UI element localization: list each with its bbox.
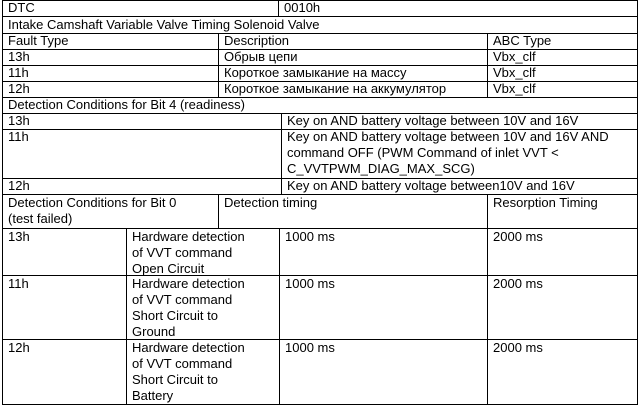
- fault-code: 12h: [8, 340, 30, 355]
- detection-time: 1000 ms: [285, 229, 335, 244]
- detection-method: Short Circuit to: [132, 372, 218, 387]
- abc-type: Vbx_clf: [493, 65, 536, 80]
- fault-description: Обрыв цепи: [224, 49, 298, 64]
- bit4-condition: C_VVTPWM_DIAG_MAX_SCG): [287, 161, 475, 176]
- detection-method: of VVT command: [132, 245, 233, 260]
- bit4-condition: Key on AND battery voltage between 10V and 16V: [287, 113, 579, 128]
- fault-code: 13h: [8, 113, 30, 128]
- resorption-time: 2000 ms: [493, 229, 543, 244]
- column-divider: [281, 113, 282, 194]
- column-divider: [487, 194, 488, 405]
- column-divider: [278, 0, 279, 16]
- fault-description: Короткое замыкание на аккумулятор: [224, 81, 447, 96]
- fault-code: 12h: [8, 178, 30, 193]
- column-divider: [218, 33, 219, 97]
- detection-method: Hardware detection: [132, 229, 245, 244]
- fault-code: 12h: [8, 81, 30, 96]
- fault-type-header: Fault Type: [8, 33, 69, 48]
- fault-code: 13h: [8, 49, 30, 64]
- column-divider: [218, 194, 219, 228]
- fault-code: 11h: [8, 129, 29, 144]
- abc-type: Vbx_clf: [493, 81, 536, 96]
- row-divider: [2, 49, 638, 50]
- detection-method: Hardware detection: [132, 340, 245, 355]
- bit4-condition: command OFF (PWM Command of inlet VVT <: [287, 145, 559, 160]
- description-header: Description: [224, 33, 290, 48]
- column-divider: [487, 33, 488, 97]
- column-divider: [126, 228, 127, 405]
- bit0-heading: Detection Conditions for Bit 0: [8, 195, 177, 210]
- detection-method: Short Circuit to: [132, 308, 218, 323]
- resorption-time: 2000 ms: [493, 340, 543, 355]
- abc-type: Vbx_clf: [493, 49, 536, 64]
- dtc-code: 0010h: [284, 0, 321, 15]
- bit4-heading: Detection Conditions for Bit 4 (readiness): [8, 97, 246, 112]
- fault-code: 11h: [8, 276, 29, 291]
- detection-method: Open Circuit: [132, 261, 205, 276]
- dtc-label: DTC: [8, 0, 35, 15]
- detection-timing-header: Detection timing: [224, 195, 318, 210]
- component-title: Intake Camshaft Variable Valve Timing Solenoid Valve: [8, 17, 320, 32]
- detection-time: 1000 ms: [285, 340, 335, 355]
- fault-code: 13h: [8, 229, 30, 244]
- resorption-timing-header: Resorption Timing: [493, 195, 598, 210]
- column-divider: [279, 228, 280, 405]
- bit4-condition: Key on AND battery voltage between 10V and 16V AND: [287, 129, 609, 144]
- abc-type-header: ABC Type: [493, 33, 552, 48]
- detection-method: Battery: [132, 388, 174, 403]
- bit0-heading: (test failed): [8, 211, 73, 226]
- resorption-time: 2000 ms: [493, 276, 543, 291]
- fault-code: 11h: [8, 65, 29, 80]
- fault-description: Короткое замыкание на массу: [224, 65, 407, 80]
- bit4-condition: Key on AND battery voltage between10V and 16V: [287, 178, 575, 193]
- detection-time: 1000 ms: [285, 276, 335, 291]
- detection-method: Ground: [132, 324, 176, 339]
- detection-method: of VVT command: [132, 292, 233, 307]
- detection-method: of VVT command: [132, 356, 233, 371]
- detection-method: Hardware detection: [132, 276, 245, 291]
